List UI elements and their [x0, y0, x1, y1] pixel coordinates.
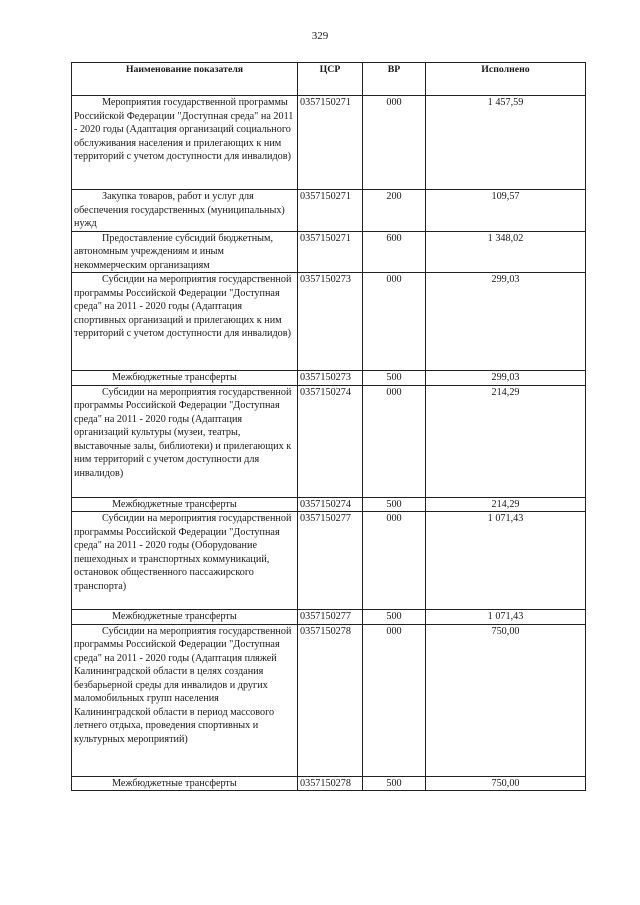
row-vr: 000 — [363, 273, 426, 371]
row-name: Субсидии на мероприятия государственной программы Российской Федерации "Доступная среда" на 2011 - 2020 годы (Оборудование пешеходных и транспортных коммуникаций, остановок общественного пассажирского транспорта) — [72, 512, 298, 610]
row-amount: 1 457,59 — [426, 96, 586, 190]
budget-table — [71, 62, 586, 791]
row-csr: 0357150271 — [298, 190, 363, 232]
row-vr: 500 — [363, 776, 426, 791]
table-header-row — [72, 63, 586, 96]
row-csr: 0357150277 — [298, 610, 363, 625]
row-amount: 1 071,43 — [426, 610, 586, 625]
header-csr: ЦСР — [298, 63, 363, 96]
row-name: Субсидии на мероприятия государственной программы Российской Федерации "Доступная среда" на 2011 - 2020 годы (Адаптация организаций культуры (музеи, театры, выставочные залы, библиотеки) и прилегающих к ним территорий с учетом доступности для инвалидов) — [72, 385, 298, 497]
row-csr: 0357150278 — [298, 776, 363, 791]
row-name: Субсидии на мероприятия государственной программы Российской Федерации "Доступная среда" на 2011 - 2020 годы (Адаптация спортивных организаций и прилегающих к ним территорий с учетом доступности для инвалидов) — [72, 273, 298, 371]
row-vr: 500 — [363, 371, 426, 386]
row-vr: 600 — [363, 231, 426, 273]
table-row — [72, 497, 586, 512]
table-row — [72, 512, 586, 610]
row-csr: 0357150274 — [298, 497, 363, 512]
row-amount: 214,29 — [426, 497, 586, 512]
row-name: Межбюджетные трансферты — [72, 371, 298, 386]
table-row — [72, 385, 586, 497]
row-vr: 000 — [363, 512, 426, 610]
row-name: Закупка товаров, работ и услуг для обеспечения государственных (муниципальных) нужд — [72, 190, 298, 232]
row-vr: 200 — [363, 190, 426, 232]
row-amount: 1 071,43 — [426, 512, 586, 610]
table-row — [72, 624, 586, 776]
row-vr: 000 — [363, 96, 426, 190]
row-name: Субсидии на мероприятия государственной программы Российской Федерации "Доступная среда" на 2011 - 2020 годы (Адаптация пляжей Калининградской области в целях создания безбарьерной среды для инвалидов и других маломобильных групп населения Калининградской области в период массового летнего отдыха, проведения спортивных и культурных мероприятий) — [72, 624, 298, 776]
row-csr: 0357150271 — [298, 231, 363, 273]
row-csr: 0357150274 — [298, 385, 363, 497]
table-row — [72, 190, 586, 232]
table-row — [72, 273, 586, 371]
page-number: 329 — [311, 30, 329, 42]
table-row — [72, 371, 586, 386]
row-csr: 0357150277 — [298, 512, 363, 610]
row-vr: 000 — [363, 385, 426, 497]
row-amount: 214,29 — [426, 385, 586, 497]
row-name: Межбюджетные трансферты — [72, 776, 298, 791]
header-vr: ВР — [363, 63, 426, 96]
table-row — [72, 96, 586, 190]
row-csr: 0357150278 — [298, 624, 363, 776]
row-vr: 500 — [363, 497, 426, 512]
row-csr: 0357150271 — [298, 96, 363, 190]
header-name: Наименование показателя — [72, 63, 298, 96]
row-amount: 299,03 — [426, 371, 586, 386]
table-row — [72, 776, 586, 791]
row-csr: 0357150273 — [298, 371, 363, 386]
row-vr: 500 — [363, 610, 426, 625]
header-executed: Исполнено — [426, 63, 586, 96]
row-name: Межбюджетные трансферты — [72, 610, 298, 625]
table-row — [72, 231, 586, 273]
row-amount: 750,00 — [426, 776, 586, 791]
row-csr: 0357150273 — [298, 273, 363, 371]
row-amount: 109,57 — [426, 190, 586, 232]
row-amount: 299,03 — [426, 273, 586, 371]
row-name: Мероприятия государственной программы Российской Федерации "Доступная среда" на 2011 - 2020 годы (Адаптация организаций социального обслуживания населения и прилегающих к ним территорий с учетом доступности для инвалидов) — [72, 96, 298, 190]
row-amount: 1 348,02 — [426, 231, 586, 273]
row-amount: 750,00 — [426, 624, 586, 776]
table-row — [72, 610, 586, 625]
row-vr: 000 — [363, 624, 426, 776]
row-name: Межбюджетные трансферты — [72, 497, 298, 512]
row-name: Предоставление субсидий бюджетным, автономным учреждениям и иным некоммерческим организациям — [72, 231, 298, 273]
